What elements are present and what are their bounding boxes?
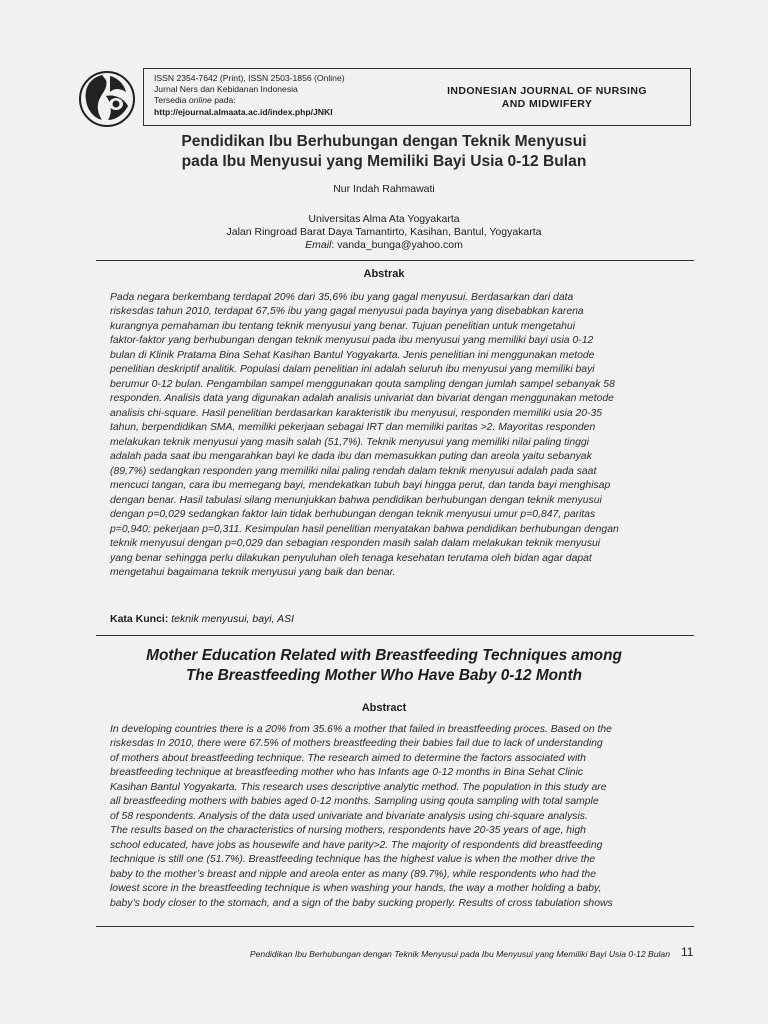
article-title: Pendidikan Ibu Berhubungan dengan Teknik Menyusui pada Ibu Menyusui yang Memiliki Bayi Usia 0-12 Bulan [181, 133, 587, 170]
abstract-heading: Abstract [361, 702, 407, 714]
abstrak-heading: Abstrak [363, 268, 405, 280]
journal-local-name: Jurnal Ners dan Kebidanan Indonesia [154, 84, 298, 95]
abstrak-body [110, 291, 659, 581]
abstrak-line: mengetahui bagaimana teknik menyusui yang baik dan benar. [110, 567, 396, 579]
divider [96, 635, 694, 636]
abstrak-line: bulan di Klinik Pratama Bina Sehat Kasihan Bantul Yogyakarta. Jenis penelitian ini menggunakan metode [110, 349, 595, 361]
abstrak-line: p=0,940; pekerjaan p=0,311. Kesimpulan hasil penelitian menyatakan bahwa pendidikan berhubungan dengan [110, 523, 619, 535]
abstrak-line: mencuci tangan, cara ibu memegang bayi, mendekatkan tubuh bayi hingga perut, dan tanda bayi menghisap [110, 480, 611, 492]
keywords: Kata Kunci: teknik menyusui, bayi, ASI [110, 613, 295, 625]
abstrak-line: adalah pada saat ibu mengarahkan bayi ke dada ibu dan memasukkan puting dan areola yaitu sebanyak [110, 451, 592, 463]
abstrak-line: dengan benar. Hasil tabulasi silang menunjukkan bahwa pendidikan berhubungan dengan teknik menyusui [110, 494, 602, 506]
divider [96, 260, 694, 261]
abstrak-line: kurangnya pemahaman ibu tentang teknik menyusui yang benar. Tujuan penelitian untuk mengetahui [110, 320, 576, 332]
abstrak-line: Pada negara berkembang terdapat 20% dari 35,6% ibu yang gagal menyusui. Berdasarkan dari data [110, 292, 574, 303]
abstrak-line: berumur 0-12 bulan. Pengambilan sampel menggunakan qouta sampling dengan jumlah sampel sebanyak 58 [110, 378, 615, 390]
email-line: Email: vanda_bunga@yahoo.com [305, 239, 463, 251]
abstract-line: riskesdas In 2010, there were 67.5% of mothers breastfeeding their babies fail due to lack of understanding [110, 738, 603, 750]
affiliation: Universitas Alma Ata Yogyakarta Jalan Ringroad Barat Daya Tamantirto, Kasihan, Bantul, Yogyakarta Email: vanda_bunga@yahoo.com [0, 213, 768, 252]
abstract-line: lowest score in the breastfeeding technique is when washing your hands, the way a mother holding a baby, [110, 883, 602, 895]
abstract-line: school educated, have jobs as housewife and have parity>2. The majority of respondents did breastfeeding [110, 839, 603, 851]
abstract-line: In developing countries there is a 20% from 35.6% a mother that failed in breastfeeding proces. Based on the [110, 724, 612, 735]
abstrak-line: faktor-faktor yang berhubungan dengan teknik menyusui pada ibu menyusui yang memiliki bayi usia 0-12 [110, 335, 594, 347]
availability-line: Tersedia online pada: [154, 95, 236, 106]
abstrak-line: analisis chi-square. Hasil penelitian berdasarkan karakteristik ibu menyusui, responden memiliki usia 20-35 [110, 407, 603, 419]
issn-line: ISSN 2354-7642 (Print), ISSN 2503-1856 (Online) [154, 73, 345, 83]
journal-header [143, 68, 691, 126]
abstract-line: breastfeeding technique at breastfeeding mother who has Infants age 0-12 months in Bina Sehat Clinic [110, 767, 584, 779]
abstract-line: The results based on the characteristics of nursing mothers, respondents have 20-35 years of age, high [110, 825, 586, 837]
email-address: : vanda_bunga@yahoo.com [331, 239, 463, 251]
journal-url[interactable]: http://ejournal.almaata.ac.id/index.php/JNKI [154, 106, 333, 117]
abstrak-line: (89,7%) sedangkan responden yang memiliki nilai paling rendah dalam teknik menyusui adalah pada saat [110, 465, 597, 477]
journal-logo [72, 70, 142, 128]
abstract-line: all breastfeeding mothers with babies aged 0-12 months. Sampling using qouta sampling with total sample [110, 796, 599, 808]
abstract-line: baby to the mother’s breast and nipple and areola enter as many (89.7%), while respondents who had the [110, 868, 596, 880]
abstrak-line: melakukan teknik menyusui yang masih salah (51,7%). Teknik menyusui yang memiliki nilai paling tinggi [110, 436, 589, 448]
abstrak-line: penelitian deskriptif analitik. Populasi dalam penelitian ini adalah seluruh ibu menyusui yang memiliki bayi [110, 364, 595, 376]
abstrak-line: tahun, berpendidikan SMA, memiliki pekerjaan sebagai IRT dan memiliki paritas >2. Mayoritas responden [110, 422, 596, 434]
abstract-line: technique is still one (51.7%). Breastfeeding technique has the highest value is when the mother drive the [110, 854, 596, 866]
page-number: 11 [681, 945, 694, 959]
english-title: Mother Education Related with Breastfeeding Techniques among The Breastfeeding Mother Who Have Baby 0-12 Month [146, 647, 622, 684]
abstract-line: baby’s body closer to the stomach, and a sign of the baby sucking properly. Results of cross tabulation shows [110, 897, 613, 909]
divider [96, 926, 694, 927]
journal-name: INDONESIAN JOURNAL OF NURSING AND MIDWIFERY [447, 85, 647, 110]
abstract-body [110, 723, 659, 911]
abstract-line: of 58 respondents. Analysis of the data used univariate and bivariate analysis using chi-square analysis. [110, 810, 588, 822]
abstrak-line: responden. Analisis data yang digunakan adalah analisis univariat dan bivariat dengan menggunakan metode [110, 393, 614, 405]
journal-meta [154, 73, 345, 118]
abstrak-line: dengan p=0,029 sedangkan faktor lain tidak berhubungan dengan teknik menyusui umur p=0,847, paritas [110, 509, 596, 521]
abstract-line: Kasihan Bantul Yogyakarta. This research uses descriptive analytic method. The population in this study are [110, 781, 607, 793]
abstract-line: of mothers about breastfeeding technique. The research aimed to determine the factors associated with [110, 752, 586, 764]
abstrak-line: yang benar sehingga perlu dilakukan penyuluhan oleh tenaga kesehatan terutama oleh bidan agar dapat [110, 552, 592, 564]
author-name: Nur Indah Rahmawati [333, 183, 435, 195]
abstrak-line: riskesdas tahun 2010, terdapat 67,5% ibu yang gagal menyusui pada bayinya yang disebabkan karena [110, 306, 584, 318]
running-title: Pendidikan Ibu Berhubungan dengan Teknik Menyusui pada Ibu Menyusui yang Memiliki Bayi Usia 0-12 Bulan [249, 949, 670, 959]
abstrak-line: teknik menyusui dengan p=0,029 dan sebagian responden masih salah dalam melakukan teknik menyusui [110, 538, 601, 550]
